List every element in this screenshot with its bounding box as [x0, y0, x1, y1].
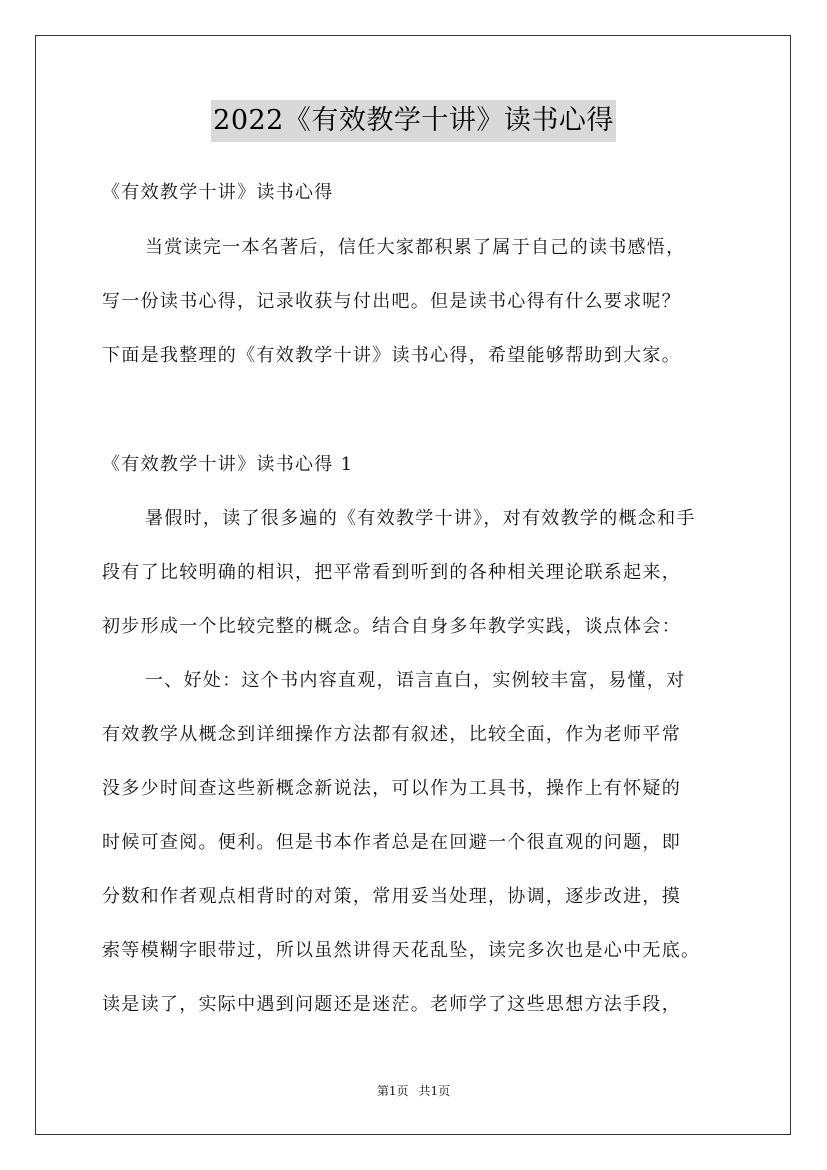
page-total: 共1页: [418, 1084, 451, 1098]
body-line: 没多少时间查这些新概念新说法，可以作为工具书，操作上有怀疑的: [102, 778, 681, 799]
body-line: 有效教学从概念到详细操作方法都有叙述，比较全面，作为老师平常: [102, 724, 681, 745]
page-footer: [0, 1083, 827, 1099]
body-line: 暑假时，读了很多遍的《有效教学十讲》，对有效教学的概念和手: [145, 508, 696, 529]
body-line: 时候可查阅。便利。但是书本作者总是在回避一个很直观的问题，即: [102, 832, 681, 853]
title-container: [0, 100, 827, 142]
section-heading: 《有效教学十讲》读书心得 1: [102, 454, 354, 475]
body-line: 初步形成一个比较完整的概念。结合自身多年教学实践，谈点体会：: [102, 616, 681, 637]
body-line: 索等模糊字眼带过，所以虽然讲得天花乱坠，读完多次也是心中无底。: [102, 940, 701, 961]
intro-line: 当赏读完一本名著后，信任大家都积累了属于自己的读书感悟，: [145, 237, 686, 258]
intro-line: 下面是我整理的《有效教学十讲》读书心得，希望能够帮助到大家。: [102, 345, 681, 366]
page-number: 第1页: [376, 1084, 409, 1098]
intro-line: 写一份读书心得，记录收获与付出吧。但是读书心得有什么要求呢？: [102, 291, 681, 312]
body-line: 一、好处：这个书内容直观，语言直白，实例较丰富，易懂，对: [145, 670, 686, 691]
body-line: 读是读了，实际中遇到问题还是迷茫。老师学了这些思想方法手段，: [102, 994, 681, 1015]
document-subtitle: 《有效教学十讲》读书心得: [102, 182, 334, 203]
body-line: 段有了比较明确的相识，把平常看到听到的各种相关理论联系起来，: [102, 562, 681, 583]
body-line: 分数和作者观点相背时的对策，常用妥当处理，协调，逐步改进，摸: [102, 886, 681, 907]
document-title: 2022《有效教学十讲》读书心得: [211, 100, 616, 142]
